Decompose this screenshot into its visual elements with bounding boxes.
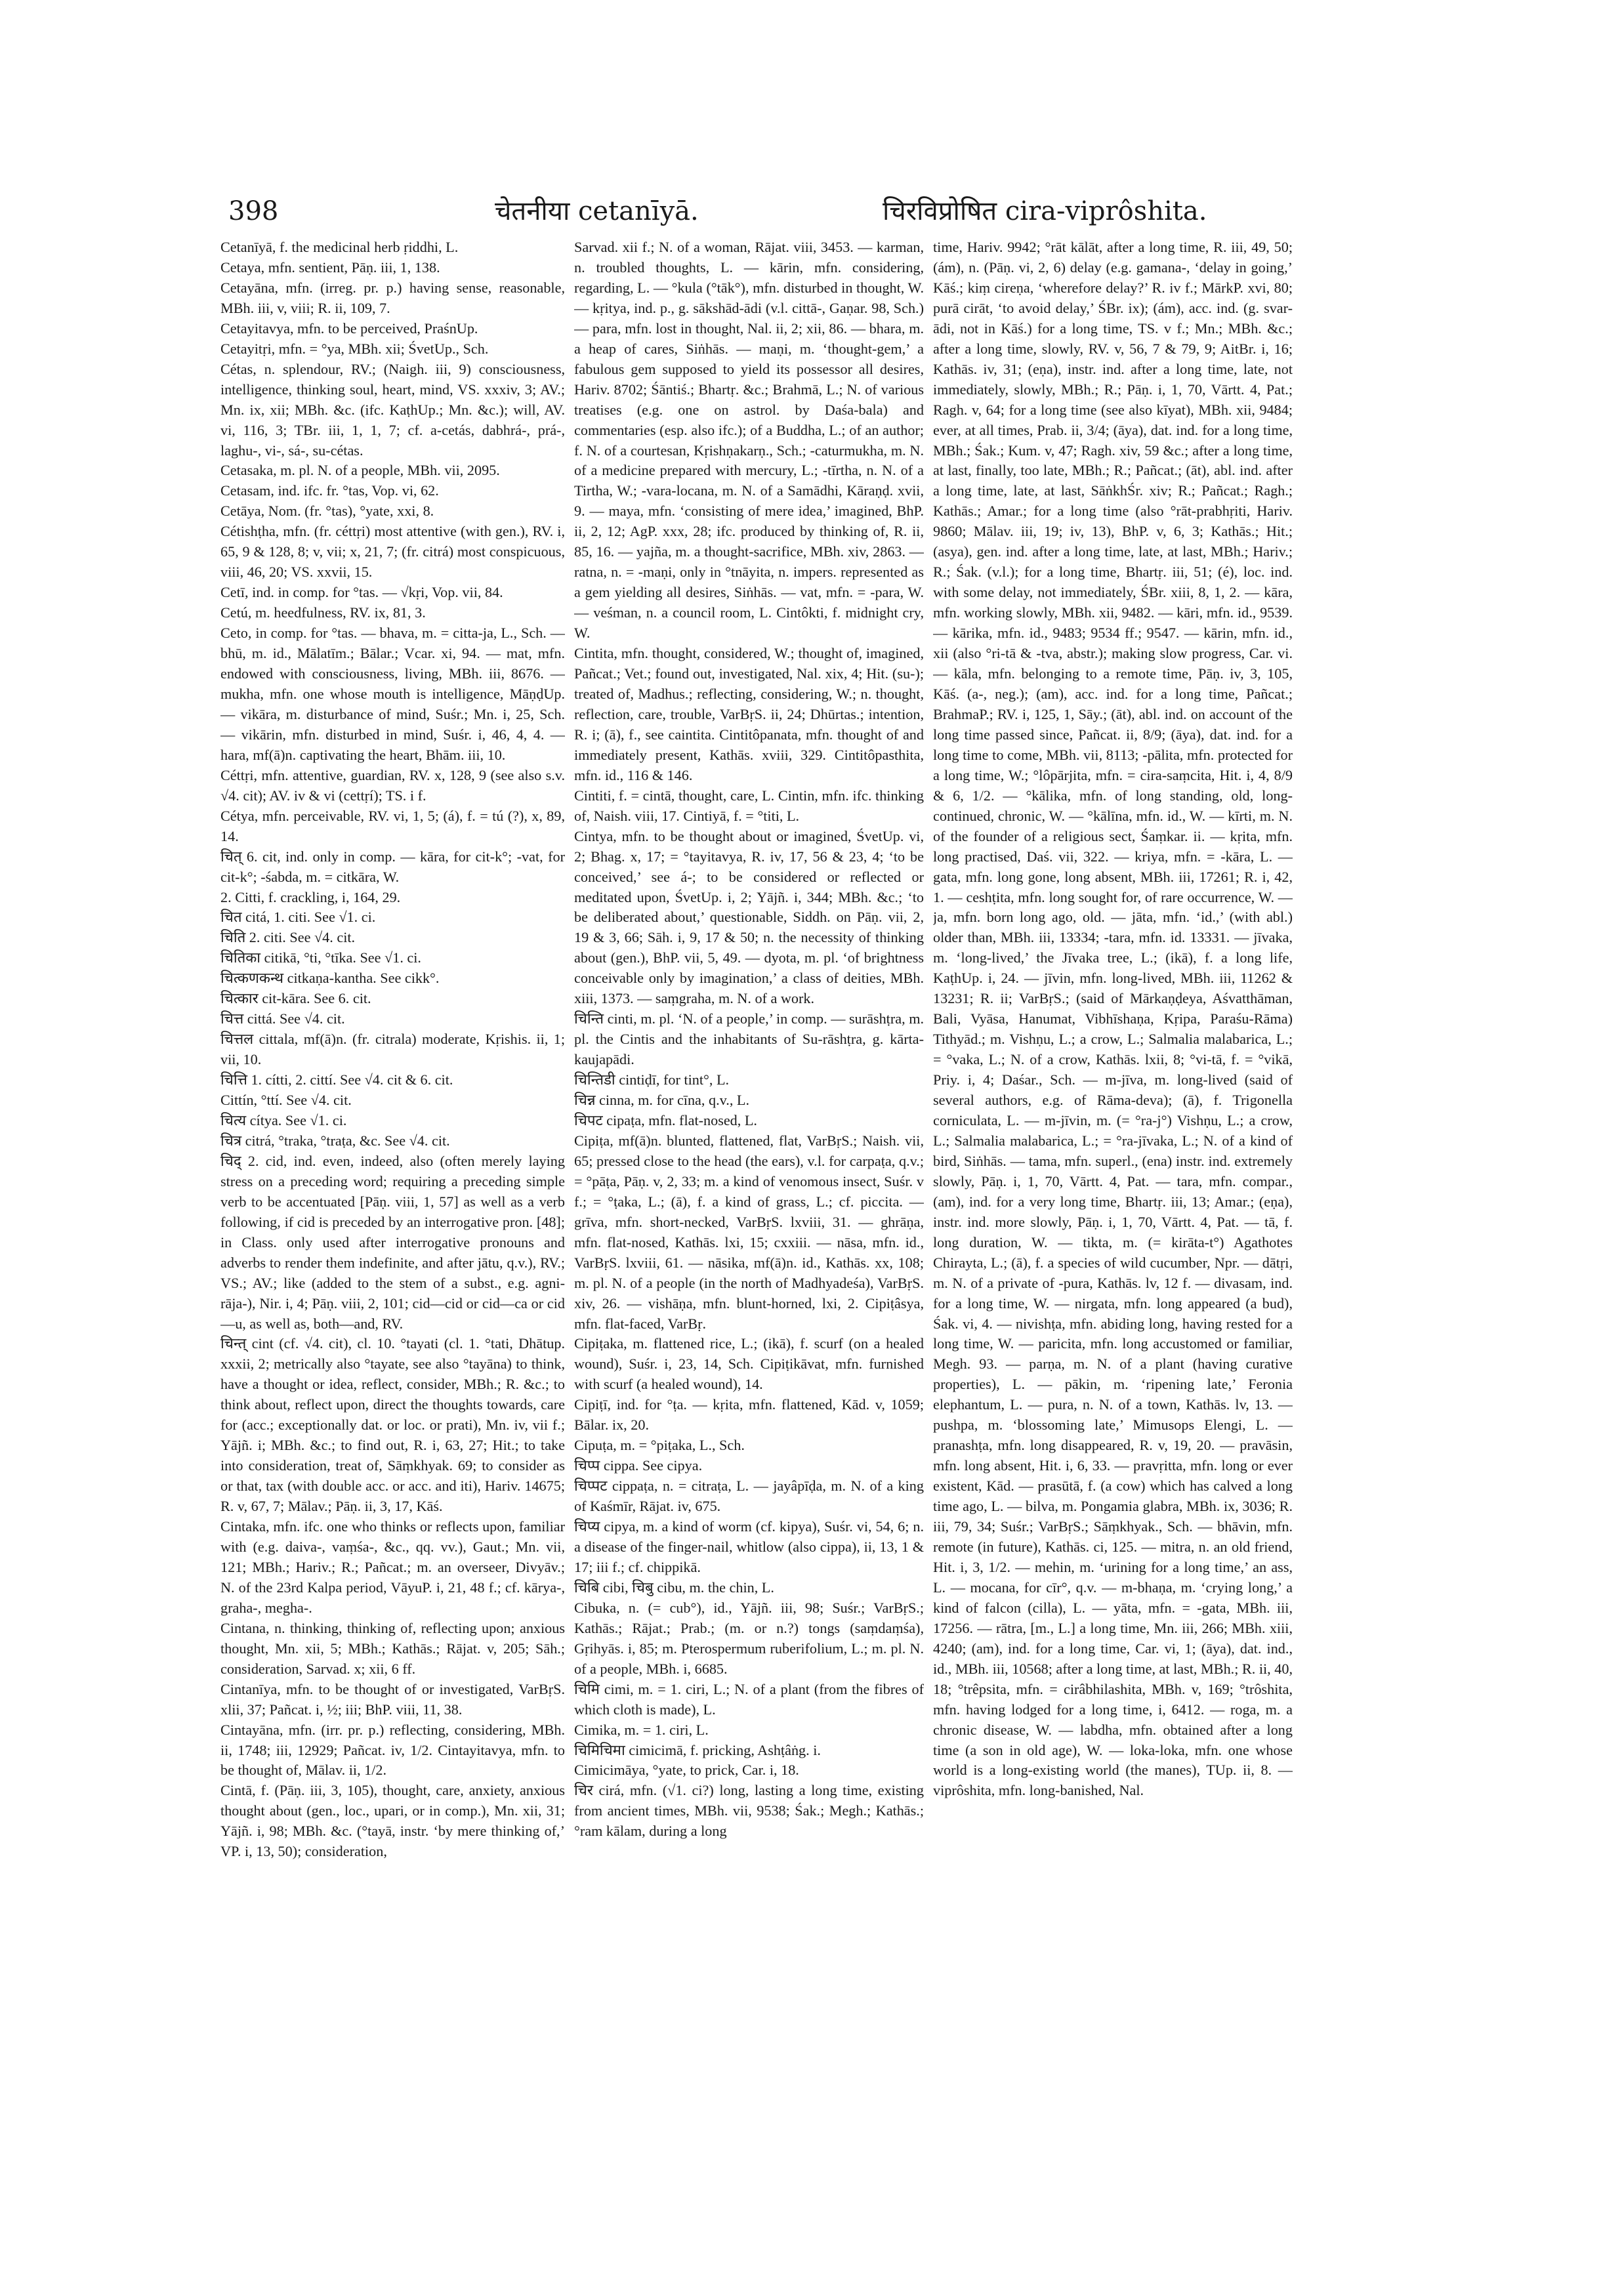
dictionary-entry: चिर cirá, mfn. (√1. ci?) long, lasting a long time, existing from ancient times, MBh. vii, 9538; Śak.; Megh.; Kathās.; °ram kālam, during a long	[574, 1782, 924, 1840]
dictionary-entry: Ceto, in comp. for °tas. — bhava, m. = citta-ja, L., Sch. — bhū, m. id., Mālatīm.; Bālar.; Vcar. xi, 94. — mat, mfn. endowed with consciousness, living, MBh. iii, 8676. — mukha, mfn. one whose mouth is intelligence, MāṇḍUp. — vikāra, m. disturbance of mind, Suśr.; Mn. i, 25, Sch. — vikārin, mfn. disturbed in mind, Suśr. i, 46, 4, 4. — hara, mf(ā)n. captivating the heart, Bhām. iii, 10.	[220, 625, 565, 763]
dictionary-entry: Cintayāna, mfn. (irr. pr. p.) reflecting, considering, MBh. ii, 1748; iii, 12929; Pañcat. iv, 1/2. Cintayitavya, mfn. to be thought of, Mālav. ii, 1/2.	[220, 1721, 565, 1779]
column-2	[574, 238, 924, 2258]
dictionary-entry: Cintaka, mfn. ifc. one who thinks or reflects upon, familiar with (e.g. daiva-, vaṃśa-, &c., qq. vv.), Gaut.; Mn. vii, 121; MBh.; Hariv.; R.; Pañcat.; m. an overseer, Divyāv.; N. of the 23rd Kalpa period, VāyuP. i, 21, 48 f.; cf. kārya-, graha-, megha-.	[220, 1518, 565, 1616]
dictionary-entry: Cétas, n. splendour, RV.; (Naigh. iii, 9) consciousness, intelligence, thinking soul, heart, mind, VS. xxxiv, 3; AV.; Mn. ix, xii; MBh. &c. (ifc. KaṭhUp.; Mn. &c.); will, AV. vi, 116, 3; TBr. iii, 1, 1, 7; cf. a-cetás, dabhrá-, prá-, laghu-, vi-, sá-, su-cétas.	[220, 360, 565, 459]
dictionary-entry: Cetī, ind. in comp. for °tas. — √kṛi, Vop. vii, 84.	[220, 584, 503, 601]
dictionary-entry: चित्कणकन्थ citkaṇa-kantha. See cikk°.	[220, 970, 440, 987]
dictionary-entry: Cimika, m. = 1. ciri, L.	[574, 1721, 709, 1738]
dictionary-entry: चिप्य cipya, m. a kind of worm (cf. kipya), Suśr. vi, 54, 6; n. a disease of the finger-nail, whitlow (also cippa), ii, 13, 1 & 17; iii f.; cf. chippikā.	[574, 1518, 924, 1575]
dictionary-entry: Cetasam, ind. ifc. fr. °tas, Vop. vi, 62.	[220, 482, 439, 499]
dictionary-entry: Cintanīya, mfn. to be thought of or investigated, VarBṛS. xlii, 37; Pañcat. i, ½; iii; BhP. viii, 11, 38.	[220, 1680, 565, 1718]
dictionary-entry: चित citá, 1. citi. See √1. ci.	[220, 909, 376, 926]
dictionary-entry: Cétya, mfn. perceivable, RV. vi, 1, 5; (á), f. = tú (?), x, 89, 14.	[220, 807, 565, 844]
dictionary-entry: Cipiṭī, ind. for °ṭa. — kṛita, mfn. flattened, Kād. v, 1059; Bālar. ix, 20.	[574, 1396, 924, 1434]
dictionary-entry: चित् 6. cit, ind. only in comp. — kāra, for cit-k°; -vat, for cit-k°; -śabda, m. = citkāra, W.	[220, 848, 565, 885]
dictionary-entry: Cimicimāya, °yate, to prick, Car. i, 18.	[574, 1762, 799, 1779]
dictionary-entry: Cetú, m. heedfulness, RV. ix, 81, 3.	[220, 604, 426, 621]
column-3	[933, 238, 1293, 2258]
dictionary-entry: चित्कार cit-kāra. See 6. cit.	[220, 990, 371, 1007]
dictionary-entry: चिबि cibi, चिबु cibu, m. the chin, L.	[574, 1579, 774, 1596]
dictionary-entry: चित्तल cittala, mf(ā)n. (fr. citrala) moderate, Kṛishis. ii, 1; vii, 10.	[220, 1031, 565, 1068]
right-running-head: चिरविप्रोषित cira-viprôshita.	[883, 196, 1207, 226]
dictionary-entry: चिन्ति cinti, m. pl. ‘N. of a people,’ in comp. — surāshṭra, m. pl. the Cintis and the inhabitants of Su-rāshṭra, g. kārta-kaujapādi.	[574, 1010, 924, 1068]
column-1	[220, 238, 565, 2258]
dictionary-entry: Cintita, mfn. thought, considered, W.; thought of, imagined, Pañcat.; Vet.; found out, investigated, Nal. xix, 4; Hit. (su-); treated of, Madhus.; reflecting, considering, W.; n. thought, reflection, care, trouble, VarBṛS. ii, 24; Dhūrtas.; intention, R. i; (ā), f., see caintita. Cintitôpanata, mfn. thought of and immediately present, Kathās. xviii, 329. Cintitôpasthita, mfn. id., 116 & 146.	[574, 645, 924, 783]
dictionary-entry: चिपट cipaṭa, mfn. flat-nosed, L.	[574, 1111, 757, 1128]
dictionary-entry: चित्त cittá. See √4. cit.	[220, 1010, 345, 1027]
dictionary-entry: 2. Citti, f. crackling, i, 164, 29.	[220, 888, 401, 905]
dictionary-entry: चिद् 2. cid, ind. even, indeed, also (often merely laying stress on a preceding word; requiring a preceding simple verb to be accentuated [Pāṇ. viii, 1, 57] as well as a verb following, if cid is preceded by an interrogative pron. [48]; in Class. only used after interrogative pronouns and adverbs to render them indefinite, and after jātu, q.v.), RV.; VS.; AV.; like (added to the stem of a subst., e.g. agni-rāja-), Nir. i, 4; Pāṇ. viii, 2, 101; cid—cid or cid—ca or cid—u, as well as, both—and, RV.	[220, 1152, 565, 1332]
dictionary-entry: Cintā, f. (Pāṇ. iii, 3, 105), thought, care, anxiety, anxious thought about (gen., loc., upari, or in comp.), Mn. xii, 31; Yājñ. i, 98; MBh. &c. (°tayā, instr. ‘by mere thinking of,’ VP. i, 13, 50); consideration,	[220, 1782, 565, 1860]
dictionary-entry: चिप्प cippa. See cipya.	[574, 1457, 703, 1474]
dictionary-entry: चिन्तिडी cintiḍī, for tint°, L.	[574, 1071, 730, 1088]
dictionary-entry: Cipiṭaka, m. flattened rice, L.; (ikā), f. scurf (on a healed wound), Suśr. i, 23, 14, Sch. Cipiṭikāvat, mfn. furnished with scurf (a healed wound), 14.	[574, 1335, 924, 1393]
dictionary-entry: Cétishṭha, mfn. (fr. céttṛi) most attentive (with gen.), RV. i, 65, 9 & 128, 8; v, vii; x, 21, 7; (fr. citrá) most conspicuous, viii, 46, 20; VS. xxvii, 15.	[220, 523, 565, 581]
dictionary-entry: Cintya, mfn. to be thought about or imagined, ŚvetUp. vi, 2; Bhag. x, 17; = °tayitavya, R. iv, 17, 56 & 23, 4; ‘to be conceived,’ see á-; to be considered or reflected or meditated upon, ŚvetUp. i, 2; Yājñ. i, 344; MBh. &c.; ‘to be deliberated about,’ questionable, Siddh. on Pāṇ. vii, 2, 19 & 3, 66; Sāh. i, 9, 17 & 50; n. the necessity of thinking about (gen.), BhP. vii, 5, 49. — dyota, m. pl. ‘of brightness conceivable only by imagination,’ a class of deities, MBh. xiii, 1373. — saṃgraha, m. N. of a work.	[574, 827, 924, 1007]
dictionary-entry: चिमि cimi, m. = 1. ciri, L.; N. of a plant (from the fibres of which cloth is made), L.	[574, 1680, 924, 1718]
dictionary-entry: Céttṛi, mfn. attentive, guardian, RV. x, 128, 9 (see also s.v. √4. cit); AV. iv & vi (cettṛí); TS. i f.	[220, 766, 565, 804]
dictionary-entry: Cintana, n. thinking, thinking of, reflecting upon; anxious thought, Mn. xii, 5; MBh.; Kathās.; Rājat. v, 205; Sāh.; consideration, Sarvad. x; xii, 6 ff.	[220, 1619, 565, 1677]
dictionary-entry: Cibuka, n. (= cub°), id., Yājñ. iii, 98; Suśr.; VarBṛS.; Kathās.; Rājat.; Prab.; (m. or n.?) tongs (saṃdaṃśa), Gṛihyās. i, 85; m. Pterospermum ruberifolium, L.; m. pl. N. of a people, MBh. i, 6685.	[574, 1599, 924, 1677]
dictionary-entry: Cetayāna, mfn. (irreg. pr. p.) having sense, reasonable, MBh. iii, v, viii; R. ii, 109, 7.	[220, 279, 565, 316]
dictionary-entry: Cetāya, Nom. (fr. °tas), °yate, xxi, 8.	[220, 503, 434, 520]
dictionary-entry: चित्य cítya. See √1. ci.	[220, 1111, 347, 1128]
dictionary-entry: time, Hariv. 9942; °rāt kālāt, after a long time, R. iii, 49, 50; (ám), n. (Pāṇ. vi, 2, 6) delay (e.g. gamana-, ‘delay in going,’ Kāś.; kiṃ cireṇa, ‘wherefore delay?’ R. iv f.; MārkP. xvi, 80; purā cirāt, ‘to avoid delay,’ ŚBr. ix); (ám), acc. ind. (g. svar-ādi, not in Kāś.) for a long time, TS. v f.; Mn.; MBh. &c.; after a long time, slowly, RV. v, 56, 7 & 79, 9; AitBr. i, 16; Kathās. iv, 31; (eṇa), instr. ind. after a long time, late, not immediately, slowly, MBh.; R.; Pāṇ. i, 1, 70, Vārtt. 4, Pat.; Ragh. v, 64; for a long time (see also kīyat), MBh. xii, 9484; ever, at all times, Prab. ii, 3/4; (āya), dat. ind. for a long time, MBh.; Śak.; Kum. v, 47; Ragh. xiv, 59 &c.; after a long time, at last, finally, too late, MBh.; R.; Pañcat.; (āt), abl. ind. after a long time, late, at last, SāṅkhŚr. xiv; R.; Pañcat.; Ragh.; Kathās.; Amar.; for a long time (also °rāt-prabhṛiti, Hariv. 9860; Mālav. iii, 19; iv, 13), BhP. v, 6, 3; Kathās.; Hit.; (asya), gen. ind. after a long time, late, at last, MBh.; Hariv.; R.; Śak. (v.l.); for a long time, Bhartṛ. iii, 51; (é), loc. ind. with some delay, not immediately, ŚBr. xiii, 8, 1, 2. — kāra, mfn. working slowly, MBh. xii, 9482. — kāri, mfn. id., 9539. — kārika, mfn. id., 9483; 9534 ff.; 9547. — kārin, mfn. id., xii (also °ri-tā & -tva, abstr.); making slow progress, Car. vi. — kāla, mfn. belonging to a remote time, Pāṇ. iv, 3, 105, Kāś. (a-, neg.); (am), acc. ind. for a long time, Pañcat.; BrahmaP.; RV. i, 125, 1, Sāy.; (āt), abl. ind. on account of the long time passed since, Pañcat. ii, 8/9; (āya), dat. ind. for a long time to come, MBh. vii, 8113; -pālita, mfn. protected for a long time, W.; °lôpārjita, mfn. = cira-saṃcita, Hit. i, 4, 8/9 & 6, 1/2. — °kālika, mfn. of long standing, old, long-continued, chronic, W. — °kālīna, mfn. id., W. — kīrti, m. N. of the founder of a religious sect, Śaṃkar. ii. — kṛita, mfn. long practised, Daś. vii, 322. — kriya, mfn. = -kāra, L. — gata, mfn. long gone, long absent, MBh. iii, 17261; R. i, 42, 1. — ceshṭita, mfn. long sought for, of rare occurrence, W. — ja, mfn. born long ago, old. — jāta, mfn. ‘id.,’ (with abl.) older than, MBh. iii, 13334; -tara, mfn. id. 13331. — jīvaka, m. ‘long-lived,’ the Jīvaka tree, L.; (ikā), f. a long life, KaṭhUp. i, 24. — jīvin, mfn. long-lived, MBh. iii, 11262 & 13231; R. ii; VarBṛS.; (said of Mārkaṇḍeya, Aśvatthāman, Bali, Vyāsa, Hanumat, Vibhīshaṇa, Kṛipa, Paraśu-Rāma) Tithyād.; m. Vishṇu, L.; a crow, L.; Salmalia malabarica, L.; = °vaka, L.; N. of a crow, Kathās. lxii, 8; °vi-tā, f. = °vikā, Priy. i, 4; Daśar., Sch. — m-jīva, m. long-lived (said of several authors, e.g. of Rāma-deva); (ā), f. Trigonella corniculata, L. — m-jīvin, m. (= °ra-j°) Vishṇu, L.; a crow, L.; Salmalia malabarica, L.; = °ra-jīvaka, L.; N. of a kind of bird, Siṅhās. — tama, mfn. superl., (ena) instr. ind. extremely slowly, Pāṇ. i, 1, 70, Vārtt. 4, Pat. — tara, mfn. compar., (am), ind. for a very long time, Bhartṛ. iii, 13; Amar.; (eṇa), instr. ind. more slowly, Pāṇ. i, 1, 70, Vārtt. 4, Pat. — tā, f. long duration, W. — tikta, m. (= kirāta-t°) Agathotes Chirayta, L.; (ā), f. a species of wild cucumber, Npr. — dātṛi, m. N. of a private of -pura, Kathās. lv, 12 f. — divasam, ind. for a long time, W. — nirgata, mfn. long appeared (a bud), Śak. vi, 4. — nivishṭa, mfn. abiding long, having rested for a long time, W. — paricita, mfn. long accustomed or familiar, Megh. 93. — parṇa, m. N. of a plant (having curative properties), L. — pākin, m. ‘ripening late,’ Feronia elephantum, L. — pura, n. N. of a town, Kathās. lv, 13. — pushpa, m. ‘blossoming late,’ Mimusops Elengi, L. — pranashṭa, mfn. long disappeared, R. v, 19, 20. — pravāsin, mfn. long absent, Hit. i, 6, 33. — pravṛitta, mfn. long or ever existent, Kād. — prasūtā, f. (a cow) which has calved a long time ago, L. — bilva, m. Pongamia glabra, MBh. ix, 3036; R. iii, 79, 34; Suśr.; VarBṛS.; Sāṃkhyak., Sch. — bhāvin, mfn. remote (in future), Kathās. ci, 125. — mitra, n. an old friend, Hit. i, 3, 1/2. — mehin, m. ‘urining for a long time,’ an ass, L. — mocana, for cīr°, q.v. — m-bhaṇa, m. ‘crying long,’ a kind of falcon (cilla), L. — yāta, mfn. = -gata, MBh. iii, 17256. — rātra, [m., L.] a long time, Mn. iii, 266; MBh. xiii, 4240; (am), ind. for a long time, Car. vi, 1; (āya), dat. ind., id., MBh. iii, 10568; after a long time, at last, MBh.; R. ii, 40, 18; °trêpsita, mfn. = cirâbhilashita, MBh. v, 169; °trôshita, mfn. having lodged for a long time, i, 6412. — roga, m. a chronic disease, W. — labdha, mfn. obtained after a long time (a son in old age), W. — loka-loka, mfn. one whose world is a long-existing world (the manes), TUp. ii, 8. — viprôshita, mfn. long-banished, Nal.	[933, 239, 1293, 1799]
left-running-head: चेतनीया cetanīyā.	[495, 196, 699, 226]
dictionary-entry: चित्ति 1. cítti, 2. cittí. See √4. cit & 6. cit.	[220, 1071, 453, 1088]
dictionary-entry: Cetayitṛi, mfn. = °ya, MBh. xii; ŚvetUp., Sch.	[220, 340, 489, 357]
dictionary-entry: Cipiṭa, mf(ā)n. blunted, flattened, flat, VarBṛS.; Naish. vii, 65; pressed close to the head (the ears), v.l. for carpaṭa, q.v.; = °pāṭa, Pāṇ. v, 2, 33; m. a kind of venomous insect, Suśr. v f.; = °ṭaka, L.; (ā), f. a kind of grass, L.; cf. piccita. — grīva, mfn. short-necked, VarBṛS. lxviii, 31. — ghrāṇa, mfn. flat-nosed, Kathās. lxi, 15; cxxiii. — nāsa, mfn. id., VarBṛS. lxviii, 61. — nāsika, mf(ā)n. id., Kathās. xx, 108; m. pl. N. of a people (in the north of Madhyadeśa), VarBṛS. xiv, 26. — vishāṇa, mfn. blunt-horned, lxi, 2. Cipiṭâsya, mfn. flat-faced, VarBṛ.	[574, 1132, 924, 1332]
dictionary-entry: Cetayitavya, mfn. to be perceived, PraśnUp.	[220, 320, 478, 337]
dictionary-entry: Cintiti, f. = cintā, thought, care, L. Cintin, mfn. ifc. thinking of, Naish. viii, 17. Cintiyā, f. = °titi, L.	[574, 787, 924, 824]
dictionary-entry: Cetaya, mfn. sentient, Pāṇ. iii, 1, 138.	[220, 258, 440, 276]
dictionary-entry: चिति 2. citi. See √4. cit.	[220, 929, 356, 946]
dictionary-entry: Cetanīyā, f. the medicinal herb ṛiddhi, L.	[220, 239, 459, 255]
dictionary-entry: Cittín, °ttí. See √4. cit.	[220, 1092, 352, 1109]
dictionary-entry: चितिका citikā, °ti, °tīka. See √1. ci.	[220, 949, 421, 966]
dictionary-entry: चिमिचिमा cimicimā, f. pricking, Ashṭâṅg. i.	[574, 1741, 821, 1758]
page-number: 398	[228, 196, 279, 226]
dictionary-entry: Cetasaka, m. pl. N. of a people, MBh. vii, 2095.	[220, 462, 500, 479]
dictionary-entry: चिन्न cinna, m. for cīna, q.v., L.	[574, 1092, 750, 1109]
dictionary-entry: Cipuṭa, m. = °piṭaka, L., Sch.	[574, 1437, 745, 1454]
dictionary-entry: चिप्पट cippaṭa, n. = citraṭa, L. — jayâpīḍa, m. N. of a king of Kaśmīr, Rājat. iv, 675.	[574, 1478, 924, 1515]
dictionary-entry: चित्र citrá, °traka, °traṭa, &c. See √4. cit.	[220, 1132, 450, 1149]
dictionary-entry: चिन्त् cint (cf. √4. cit), cl. 10. °tayati (cl. 1. °tati, Dhātup. xxxii, 2; metrically also °tayate, see also °tayāna) to think, have a thought or idea, reflect, consider, MBh.; R. &c.; to think about, reflect upon, direct the thoughts towards, care for (acc.; exceptionally dat. or loc. or prati), Mn. iv, vii f.; Yājñ. i; MBh. &c.; to find out, R. i, 63, 27; Hit.; to take into consideration, treat of, Sāṃkhyak. 69; to consider as or that, tax (with double acc. or acc. and iti), Hariv. 14675; R. v, 67, 7; Mālav.; Pāṇ. ii, 3, 17, Kāś.	[220, 1335, 565, 1515]
dictionary-entry: Sarvad. xii f.; N. of a woman, Rājat. viii, 3453. — karman, n. troubled thoughts, L. — kārin, mfn. considering, regarding, L. — °kula (°tāk°), mfn. disturbed in thought, W. — kṛitya, ind. p., g. sākshād-ādi (v.l. cittā-, Gaṇar. 98, Sch.) — para, mfn. lost in thought, Nal. ii, 2; xii, 86. — bhara, m. a heap of cares, Siṅhās. — maṇi, m. ‘thought-gem,’ a fabulous gem supposed to yield its possessor all desires, Hariv. 8702; Śāntiś.; Bhartṛ. &c.; Brahmā, L.; N. of various treatises (e.g. one on astrol. by Daśa-bala) and commentaries (esp. also ifc.); of a Buddha, L.; of an author; f. N. of a courtesan, Kṛishṇakarṇ., Sch.; -caturmukha, m. N. of a medicine prepared with mercury, L.; -tīrtha, n. N. of a Tirtha, W.; -vara-locana, m. N. of a Samādhi, Kāraṇḍ. xvii, 9. — maya, mfn. ‘consisting of mere idea,’ imagined, BhP. ii, 2, 12; AgP. xxx, 28; ifc. produced by thinking of, R. ii, 85, 16. — yajña, m. a thought-sacrifice, MBh. xiv, 2863. — ratna, n. = -maṇi, only in °tnāyita, n. impers. represented as a gem yielding all desires, Siṅhās. — vat, mfn. = -para, W. — veśman, n. a council room, L. Cintôkti, f. midnight cry, W.	[574, 239, 924, 642]
